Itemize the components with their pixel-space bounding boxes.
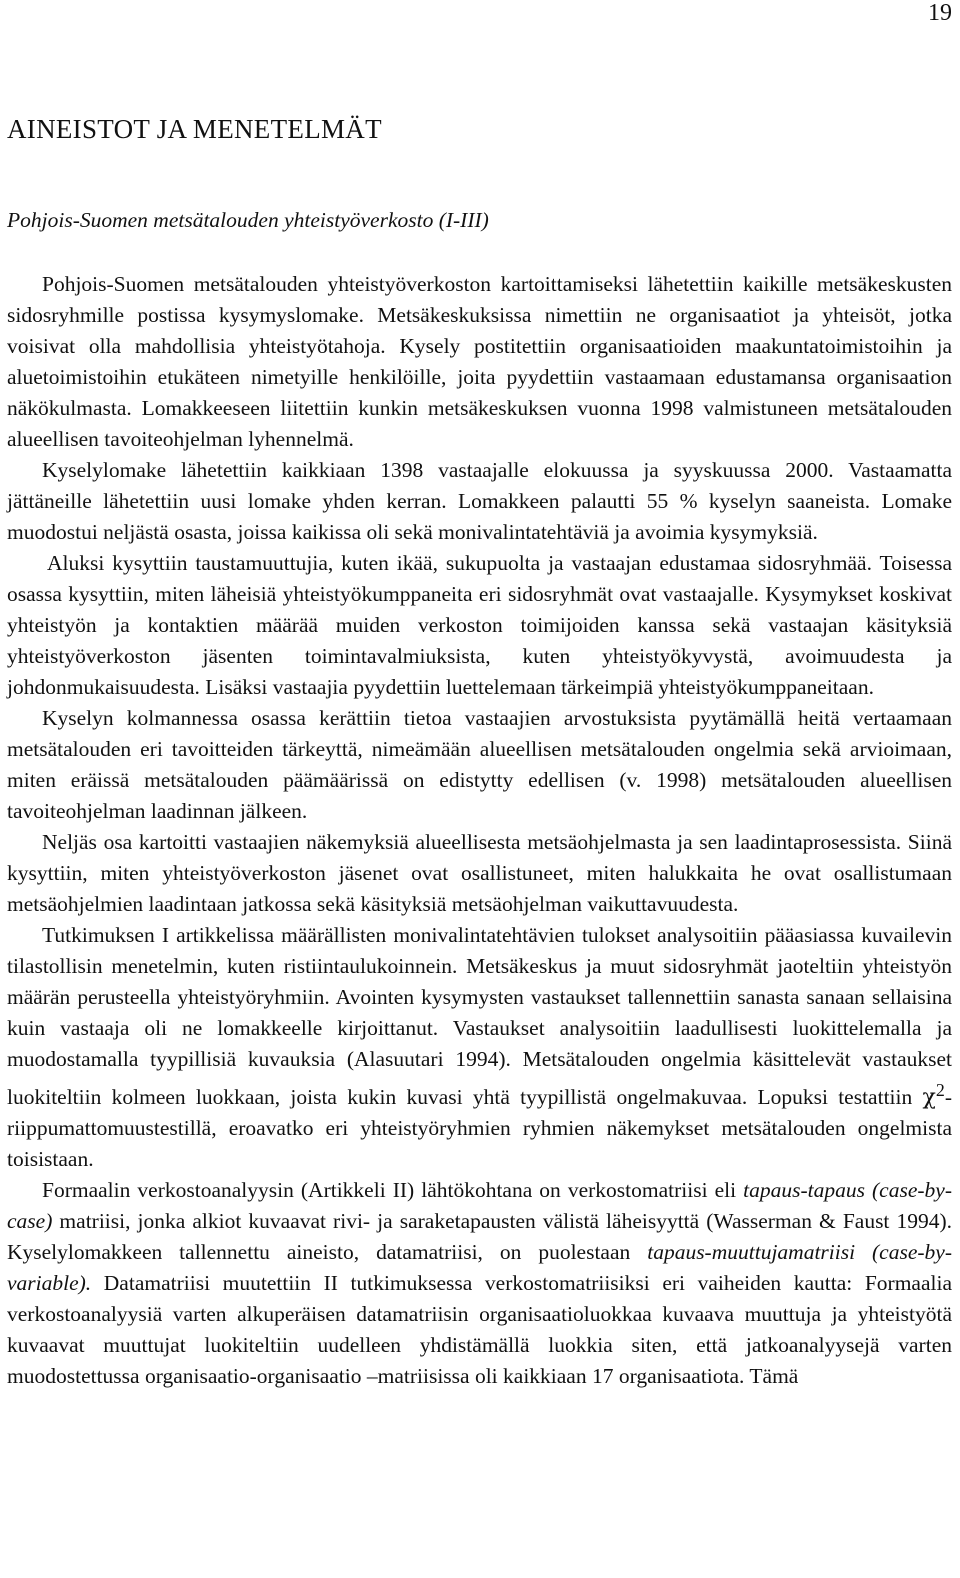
paragraph-7-text-a: Formaalin verkostoanalyysin (Artikkeli II) lähtökohtana on verkostomatriisi eli <box>42 1178 744 1203</box>
section-heading: AINEISTOT JA MENETELMÄT <box>7 114 382 144</box>
paragraph-7-emphasis-2: tapaus-muuttujamatriisi (case-by-variable). <box>7 1240 952 1296</box>
paragraph-1: Pohjois-Suomen metsätalouden yhteistyöverkoston kartoittamiseksi lähetettiin kaikille metsäkeskusten sidosryhmille postissa kysymyslomake. Metsäkeskuksissa nimettiin ne organisaatiot ja yhteisöt, jotka voisivat olla mahdollisia yhteistyötahoja. Kysely postitettiin organisaatioiden maakuntatoimistoihin ja aluetoimistoihin etukäteen nimetyille henkilöille, joita pyydettiin vastaamaan edustamansa organisaation näkökulmasta. Lomakkeeseen liitettiin kunkin metsäkeskuksen vuonna 1998 valmistuneen metsätalouden alueellisen tavoiteohjelman lyhennelmä. <box>7 272 952 451</box>
paragraph-5: Neljäs osa kartoitti vastaajien näkemyksiä alueellisesta metsäohjelmasta ja sen laadintaprosessista. Siinä kysyttiin, miten yhteistyöverkoston jäsenet ovat osallistuneet, miten halukkaita he ovat osallistumaan metsäohjelmien laadintaan jatkossa sekä käsityksiä metsäohjelman vaikuttavuudesta. <box>7 830 952 916</box>
paragraph-7-text-c: Datamatriisi muutettiin II tutkimuksessa verkostomatriisiksi eri vaiheiden kautta: Formaalia verkostoanalyysiä varten alkuperäisen datamatriisin organisaatioluokkaa kuvaava muuttuja ja yhteistyötä kuvaavat muuttujat luokiteltiin uudelleen yhdistämällä luokkia siten, että jatkoanalyysejä varten muodostettussa organisaatio-organisaatio –matriisissa oli kaikkiaan 17 organisaatiota. Tämä <box>7 1271 952 1389</box>
paragraph-4: Kyselyn kolmannessa osassa kerättiin tietoa vastaajien arvostuksista pyytämällä heitä vertaamaan metsätalouden eri tavoitteiden tärkeyttä, nimeämään alueellisen metsätalouden ongelmia sekä arvioimaan, miten eräissä metsätalouden päämäärissä on edistytty edellisen (v. 1998) metsätalouden alueellisen tavoiteohjelman laadinnan jälkeen. <box>7 706 952 823</box>
body-text <box>7 269 952 1392</box>
paragraph-6-text-a: Tutkimuksen I artikkelissa määrällisten monivalintatehtävien tulokset analysoitiin pääasiassa kuvailevin tilastollisin menetelmin, kuten ristiintaulukoinnein. Metsäkeskus ja muut sidosryhmät jaoteltiin yhteistyön määrän perusteella yhteistyöryhmiin. Avointen kysymysten vastaukset tallennettiin sanasta sanaan sellaisina kuin vastaaja oli ne lomakkeelle kirjoittanut. Vastaukset analysoitiin laadullisesti luokittelemalla ja muodostamalla tyypillisiä kuvauksia (Alasuutari 1994). Metsätalouden ongelmia käsittelevät vastaukset luokiteltiin kolmeen luokkaan, joista kukin kuvasi yhtä tyypillistä ongelmakuvaa. Lopuksi testattiin <box>7 923 952 1110</box>
paragraph-7 <box>7 1175 952 1392</box>
paragraph-7-text-b: matriisi, jonka alkiot kuvaavat rivi- ja saraketapausten välistä läheisyyttä (Wasserman & Faust 1994). Kyselylomakkeen tallennettu aineisto, datamatriisi, on puolestaan <box>7 1209 952 1265</box>
paragraph-7-emphasis-1: tapaus-tapaus (case-by-case) <box>7 1178 952 1234</box>
paragraph-6-text-b: -riippumattomuustestillä, eroavatko eri yhteistyöryhmien ryhmien näkemykset metsätalouden ongelmista toisistaan. <box>7 1085 952 1172</box>
chi-symbol: χ <box>922 1085 936 1111</box>
subsection-heading: Pohjois-Suomen metsätalouden yhteistyöverkosto (I-III) <box>7 208 489 232</box>
paragraph-3: Aluksi kysyttiin taustamuuttujia, kuten ikää, sukupuolta ja vastaajan edustamaa sidosryhmää. Toisessa osassa kysyttiin, miten läheisiä yhteistyökumppaneita eri sidosryhmät ovat vastaajalle. Kysymykset koskivat yhteistyön ja kontaktien määrää muiden verkoston toimijoiden kanssa sekä vastaajan käsityksiä yhteistyöverkoston jäsenten toimintavalmiuksista, kuten yhteistyökyvystä, avoimuudesta ja johdonmukaisuudesta. Lisäksi vastaajia pyydettiin luettelemaan tärkeimpiä yhteistyökumppaneitaan. <box>7 551 952 699</box>
chi-superscript: 2 <box>935 1080 945 1100</box>
page-number: 19 <box>928 0 952 26</box>
paragraph-6 <box>7 920 952 1175</box>
paragraph-2: Kyselylomake lähetettiin kaikkiaan 1398 vastaajalle elokuussa ja syyskuussa 2000. Vastaamatta jättäneille lähetettiin uusi lomake yhden kerran. Lomakkeen palautti 55 % kyselyn saaneista. Lomake muodostui neljästä osasta, joissa kaikissa oli sekä monivalintatehtäviä ja avoimia kysymyksiä. <box>7 458 952 544</box>
